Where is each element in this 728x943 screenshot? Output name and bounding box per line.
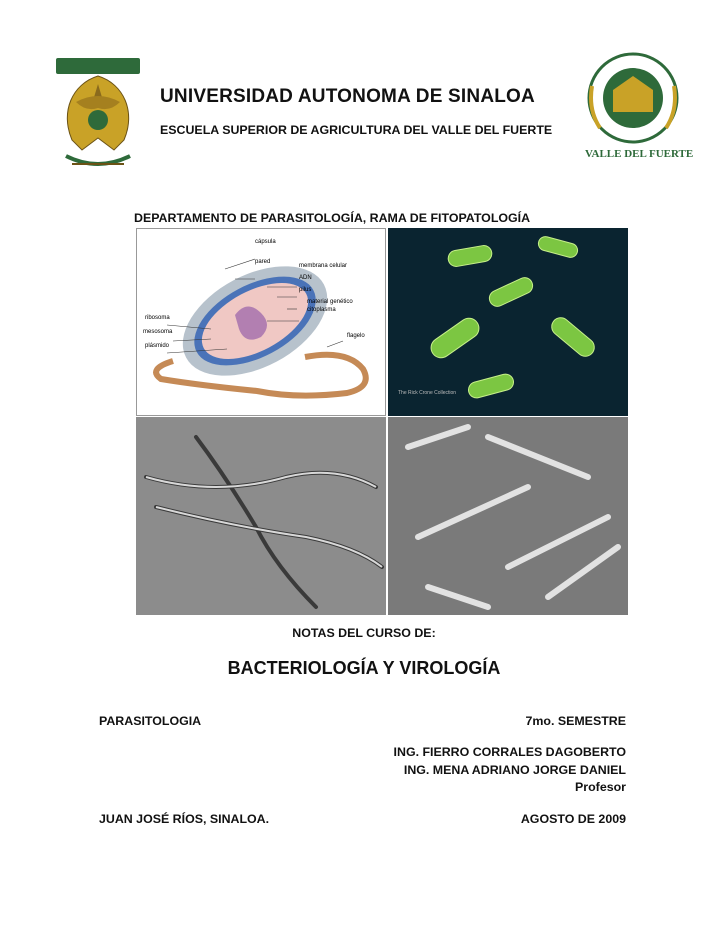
professor-2: ING. MENA ADRIANO JORGE DANIEL	[403, 763, 626, 777]
electron-micrograph-left	[136, 417, 386, 615]
bacteria-3d-illustration	[388, 228, 628, 416]
department-heading: DEPARTAMENTO DE PARASITOLOGÍA, RAMA DE FITOPATOLOGÍA	[134, 211, 531, 225]
university-title: UNIVERSIDAD AUTONOMA DE SINALOA	[160, 86, 535, 107]
cell-diagram-illustration	[137, 229, 385, 415]
label-citoplasma: citoplasma	[307, 307, 336, 313]
label-plasmido: plásmido	[145, 343, 170, 349]
label-flagelo: flagelo	[347, 333, 365, 339]
label-mesosoma: mesosoma	[143, 329, 173, 335]
school-subtitle: ESCUELA SUPERIOR DE AGRICULTURA DEL VALLE DEL FUERTE	[160, 123, 553, 137]
label-pilus: pilus	[299, 287, 312, 293]
label-pared: pared	[255, 259, 271, 265]
date-label: AGOSTO DE 2009	[520, 812, 626, 826]
electron-micrograph-right	[388, 417, 628, 615]
area-label: PARASITOLOGIA	[99, 714, 202, 728]
university-seal-logo	[52, 54, 144, 172]
professor-role: Profesor	[575, 780, 626, 794]
bacterial-cell-diagram	[136, 228, 386, 416]
label-material-genetico: material genético	[307, 299, 353, 305]
place-label: JUAN JOSÉ RÍOS, SINALOA.	[99, 812, 270, 826]
course-title: BACTERIOLOGÍA Y VIROLOGÍA	[227, 658, 501, 678]
notes-label: NOTAS DEL CURSO DE:	[292, 626, 436, 640]
label-capsula: cápsula	[255, 239, 276, 245]
photo-credit: The Rick Crone Collection	[398, 390, 457, 396]
semester-label: 7mo. SEMESTRE	[525, 714, 626, 728]
label-membrana: membrana celular	[299, 263, 348, 269]
label-ribosoma: ribosoma	[145, 315, 170, 321]
label-adn: ADN	[299, 275, 312, 281]
professor-1: ING. FIERRO CORRALES DAGOBERTO	[393, 745, 626, 759]
school-logo-caption: VALLE DEL FUERTE	[585, 148, 694, 160]
